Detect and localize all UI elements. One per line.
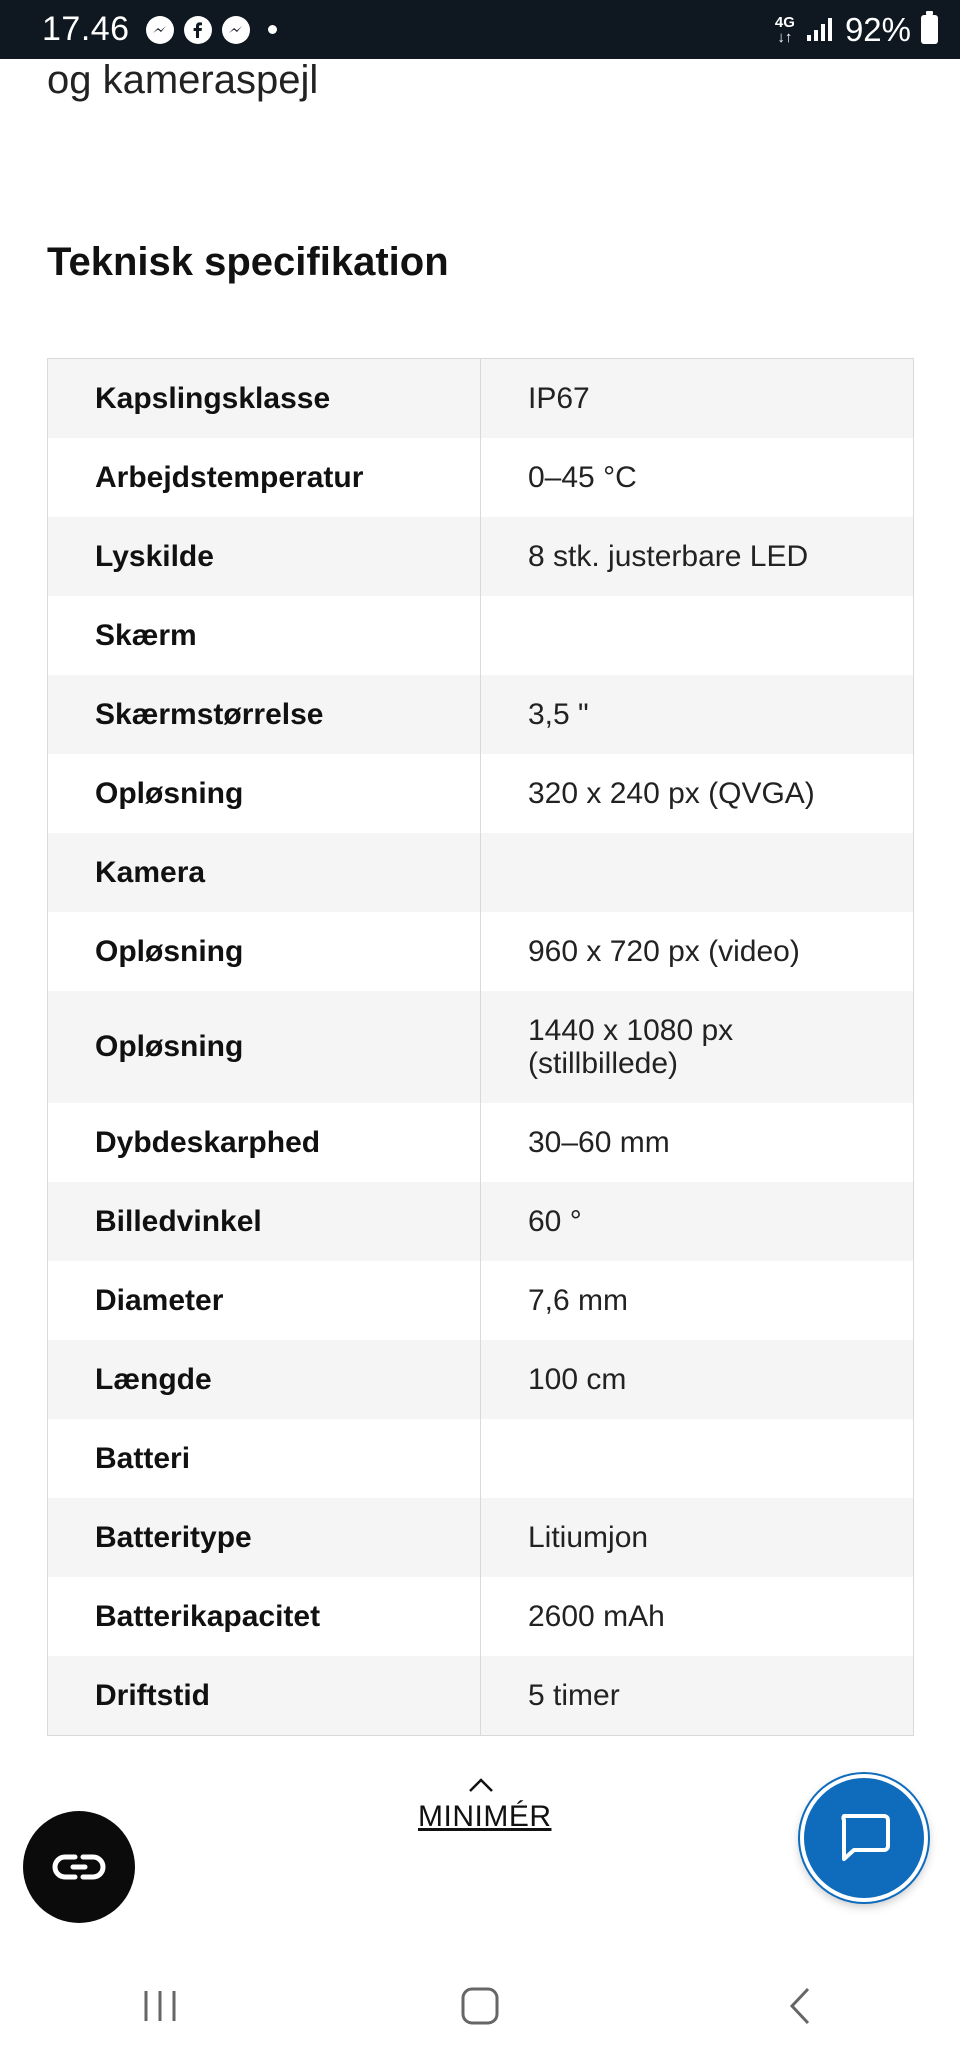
spec-value: 320 x 240 px (QVGA) — [528, 777, 815, 810]
spec-value: 60 ° — [528, 1205, 582, 1238]
spec-key: Driftstid — [48, 1656, 481, 1735]
table-row — [48, 912, 913, 991]
spec-value: 960 x 720 px (video) — [528, 935, 800, 968]
back-button[interactable] — [740, 1966, 860, 2046]
home-button[interactable] — [420, 1966, 540, 2046]
spec-key: Opløsning — [48, 912, 481, 991]
spec-value: IP67 — [528, 382, 590, 415]
spec-value: 7,6 mm — [528, 1284, 629, 1317]
spec-key: Længde — [48, 1340, 481, 1419]
spec-value: 2600 mAh — [528, 1600, 665, 1633]
spec-key: Lyskilde — [48, 517, 481, 596]
section-title: Teknisk specifikation — [47, 240, 449, 284]
spec-value: 1440 x 1080 px (stillbillede) — [528, 1014, 734, 1080]
status-left — [42, 10, 277, 49]
table-row — [48, 438, 913, 517]
table-row — [48, 1182, 913, 1261]
notification-dot-icon — [268, 25, 277, 34]
spec-value — [481, 596, 913, 675]
spec-value: 3,5 " — [528, 698, 589, 731]
chat-bubble-icon — [836, 1812, 892, 1864]
spec-key: Opløsning — [48, 991, 481, 1103]
spec-value — [481, 833, 913, 912]
status-right — [775, 11, 938, 49]
table-row — [48, 1261, 913, 1340]
network-label: 4G — [774, 13, 795, 31]
spec-key: Batteritype — [48, 1498, 481, 1577]
table-row — [48, 991, 913, 1103]
table-row — [48, 1577, 913, 1656]
table-row — [48, 359, 913, 438]
table-row — [48, 1340, 913, 1419]
minimize-label: MINIMÉR — [418, 1800, 552, 1833]
recent-apps-button[interactable] — [100, 1966, 220, 2046]
chevron-up-icon — [467, 1776, 495, 1794]
table-row — [48, 1419, 913, 1498]
table-row — [48, 1498, 913, 1577]
link-icon — [49, 1850, 109, 1884]
spec-value — [481, 1419, 913, 1498]
spec-key: Batteri — [48, 1419, 481, 1498]
table-row — [48, 675, 913, 754]
spec-key: Opløsning — [48, 754, 481, 833]
battery-percent: 92% — [844, 10, 911, 48]
spec-value: 5 timer — [528, 1679, 620, 1712]
spec-key: Skærm — [48, 596, 481, 675]
chat-button[interactable] — [800, 1774, 928, 1902]
spec-value: 0–45 °C — [528, 461, 637, 494]
facebook-icon — [184, 16, 212, 44]
navigation-bar — [0, 1952, 960, 2059]
previous-section-heading: og kameraspejl — [47, 58, 319, 102]
table-row — [48, 1656, 913, 1735]
table-row — [48, 517, 913, 596]
table-row — [48, 833, 913, 912]
accessibility-button[interactable] — [23, 1811, 135, 1923]
spec-table — [47, 358, 914, 1736]
spec-key: Diameter — [48, 1261, 481, 1340]
messenger-icon — [222, 16, 250, 44]
network-type: 4G ↓↑ — [774, 13, 795, 46]
recent-apps-icon — [140, 1989, 180, 2023]
table-row — [48, 1103, 913, 1182]
spec-key: Kapslingsklasse — [48, 359, 481, 438]
spec-key: Batterikapacitet — [48, 1577, 481, 1656]
minimize-button[interactable] — [418, 1776, 552, 1834]
spec-value: 30–60 mm — [528, 1126, 670, 1159]
home-icon — [460, 1986, 500, 2026]
spec-value: Litiumjon — [528, 1521, 649, 1554]
signal-icon — [805, 17, 835, 43]
status-bar — [0, 0, 960, 59]
status-time: 17.46 — [42, 10, 130, 48]
table-row — [48, 596, 913, 675]
spec-key: Arbejdstemperatur — [48, 438, 481, 517]
battery-icon — [921, 15, 938, 44]
table-row — [48, 754, 913, 833]
messenger-icon — [146, 16, 174, 44]
back-icon — [786, 1986, 814, 2026]
spec-value: 100 cm — [528, 1363, 627, 1396]
spec-key: Dybdeskarphed — [48, 1103, 481, 1182]
spec-key: Billedvinkel — [48, 1182, 481, 1261]
spec-value: 8 stk. justerbare LED — [528, 540, 809, 573]
spec-key: Kamera — [48, 833, 481, 912]
spec-key: Skærmstørrelse — [48, 675, 481, 754]
